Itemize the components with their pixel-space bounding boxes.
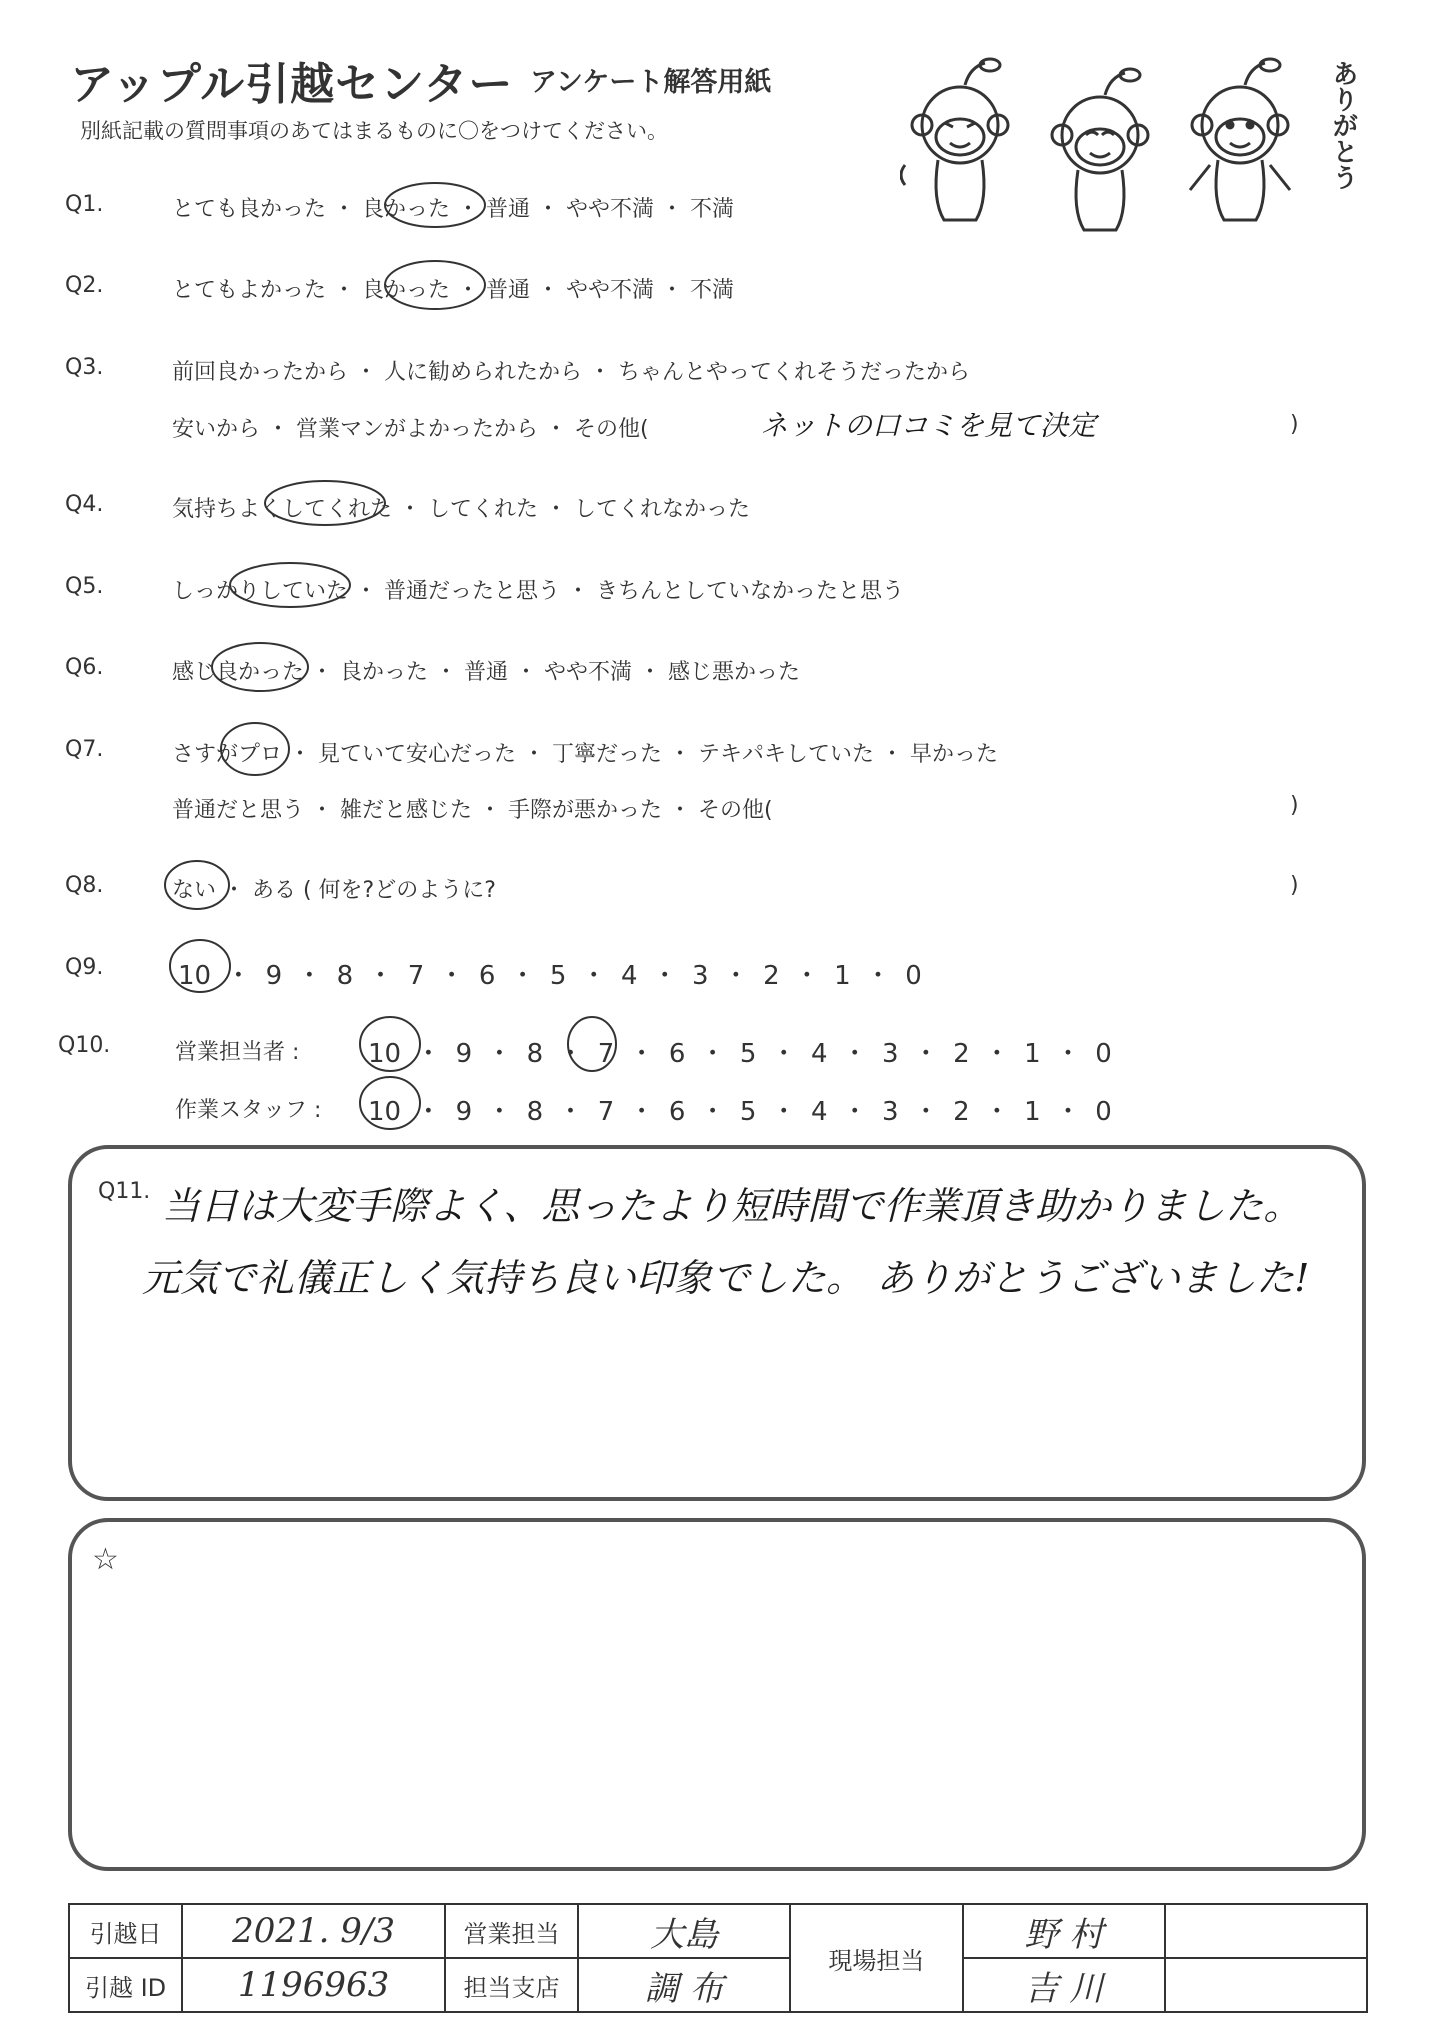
q2-circle-mark [380, 255, 490, 313]
q9-number: Q9. [65, 955, 104, 980]
free-comment-box [68, 1518, 1366, 1871]
company-name: アップル引越センター [70, 59, 514, 110]
q8-circle-mark [160, 855, 235, 913]
move-id-label: 引越 ID [69, 1958, 182, 2012]
branch-value: 調 布 [578, 1958, 790, 2012]
q11-comment-line1: 当日は大変手際よく、思ったより短時間で作業頂き助かりました。 [162, 1184, 1302, 1228]
monkey-3-icon [1190, 59, 1290, 220]
q10-sales-circle-10 [355, 1012, 425, 1074]
q1-options: とても良かった ・ 良かった ・ 普通 ・ やや不満 ・ 不満 [172, 197, 734, 222]
q10-sales-circle-7 [562, 1012, 622, 1074]
q7-options-line2: 普通だと思う ・ 雑だと感じた ・ 手際が悪かった ・ その他( [172, 798, 773, 823]
q9-scale: 10 ・ 9 ・ 8 ・ 7 ・ 6 ・ 5 ・ 4 ・ 3 ・ 2 ・ 1 ・ 0 [178, 961, 922, 991]
q9-circle-mark [165, 935, 235, 995]
q6-circle-mark [205, 637, 315, 695]
move-date-label: 引越日 [69, 1904, 182, 1958]
q3-other-answer: ネットの口コミを見て決定 [760, 409, 1097, 442]
q3-options-line1: 前回良かったから ・ 人に勧められたから ・ ちゃんとやってくれそうだったから [172, 360, 970, 385]
form-title: アンケート解答用紙 [530, 67, 772, 98]
q5-options: しっかりしていた ・ 普通だったと思う ・ きちんとしていなかったと思う [172, 579, 904, 604]
q4-circle-mark [260, 475, 390, 530]
q4-number: Q4. [65, 492, 104, 517]
sales-name: 大島 [578, 1904, 790, 1958]
monkey-1-icon [901, 59, 1008, 220]
q1-number: Q1. [65, 192, 104, 217]
q7-close-paren: ) [1290, 793, 1299, 818]
q8-number: Q8. [65, 873, 104, 898]
site-label: 現場担当 [790, 1904, 963, 2012]
q2-options: とてもよかった ・ 良かった ・ 普通 ・ やや不満 ・ 不満 [172, 278, 734, 303]
q10-staff-label: 作業スタッフ : [175, 1098, 322, 1123]
q3-options-line2: 安いから ・ 営業マンがよかったから ・ その他( [172, 417, 649, 442]
q11-number: Q11. [98, 1179, 151, 1204]
q7-number: Q7. [65, 737, 104, 762]
empty-cell-1 [1165, 1904, 1367, 1958]
q10-staff-scale: 10 ・ 9 ・ 8 ・ 7 ・ 6 ・ 5 ・ 4 ・ 3 ・ 2 ・ 1 ・ 0 [368, 1097, 1112, 1127]
thanks-text: ありがとう [1328, 60, 1358, 190]
q3-number: Q3. [65, 355, 104, 380]
mascot-illustration [900, 55, 1340, 240]
monkey-2-icon [1052, 69, 1148, 230]
sales-label: 営業担当 [445, 1904, 578, 1958]
branch-label: 担当支店 [445, 1958, 578, 2012]
q6-number: Q6. [65, 655, 104, 680]
q8-close-paren: ) [1290, 873, 1299, 898]
q3-close-paren: ) [1290, 412, 1299, 437]
q10-number: Q10. [58, 1033, 111, 1058]
site-name-2: 吉 川 [963, 1958, 1165, 2012]
site-name-1: 野 村 [963, 1904, 1165, 1958]
q5-circle-mark [225, 557, 355, 612]
star-icon: ☆ [92, 1542, 119, 1577]
empty-cell-2 [1165, 1958, 1367, 2012]
q7-options-line1: さすがプロ ・ 見ていて安心だった ・ 丁寧だった ・ テキパキしていた ・ 早かった [172, 742, 998, 767]
q5-number: Q5. [65, 574, 104, 599]
q4-options: 気持ちよくしてくれた ・ してくれた ・ してくれなかった [172, 497, 750, 522]
q7-circle-mark [215, 717, 295, 779]
q11-comment-line2: 元気で礼儀正しく気持ち良い印象でした。 ありがとうございました! [142, 1256, 1310, 1300]
q10-sales-scale: 10 ・ 9 ・ 8 ・ 7 ・ 6 ・ 5 ・ 4 ・ 3 ・ 2 ・ 1 ・ 0 [368, 1039, 1112, 1069]
move-id-value: 1196963 [182, 1958, 445, 2012]
q6-options: 感じ良かった ・ 良かった ・ 普通 ・ やや不満 ・ 感じ悪かった [172, 660, 800, 685]
q2-number: Q2. [65, 273, 104, 298]
footer-info-table [68, 1903, 1368, 2013]
q10-sales-label: 営業担当者 : [175, 1040, 300, 1065]
move-date-value: 2021. 9/3 [182, 1904, 445, 1958]
q1-circle-mark [380, 177, 490, 232]
q11-comment-box [68, 1145, 1366, 1501]
q10-staff-circle-10 [355, 1072, 425, 1132]
instructions: 別紙記載の質問事項のあてはまるものに〇をつけてください。 [80, 119, 668, 143]
q8-options: ない ・ ある ( 何を?どのように? [172, 878, 496, 903]
